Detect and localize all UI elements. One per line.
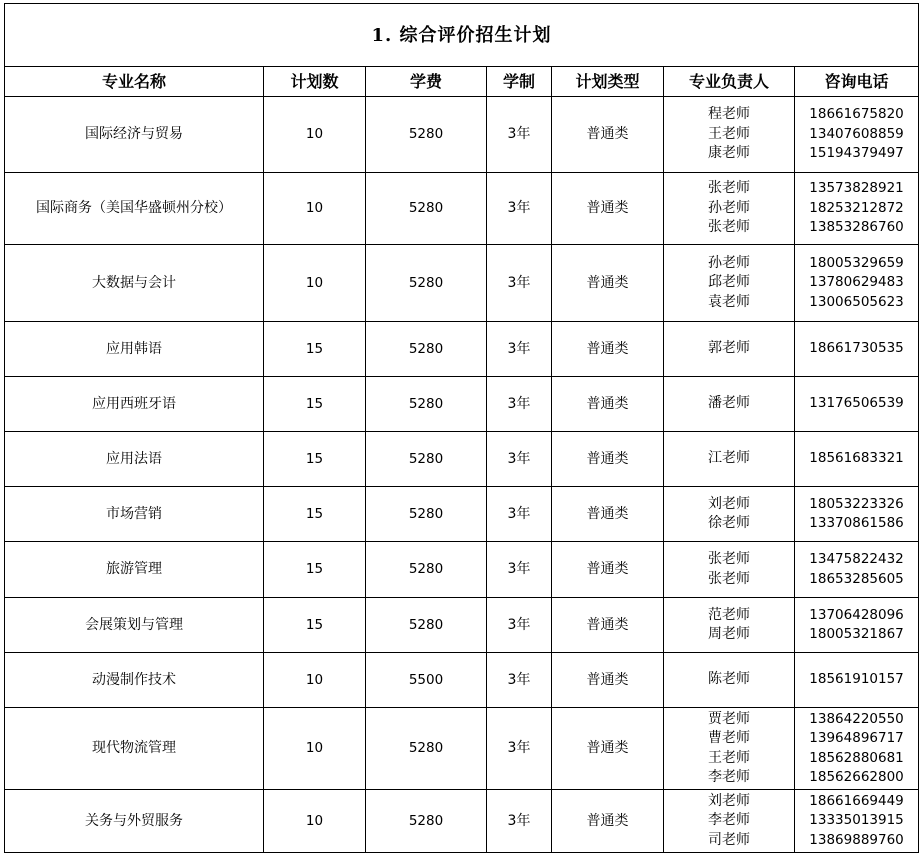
contact-person-cell [664,487,795,542]
plan-count-cell: 10 [264,97,366,173]
major-cell: 大数据与会计 [5,245,264,322]
tuition-cell: 5280 [366,322,487,377]
major-cell: 现代物流管理 [5,708,264,790]
plan-type-cell: 普通类 [552,322,664,377]
phone-number: 18661669449 [809,792,904,809]
phone-cell [795,598,919,653]
duration-cell: 3年 [487,173,552,245]
tuition-cell: 5280 [366,377,487,432]
plan-count-cell: 10 [264,790,366,853]
contact-name: 张老师 [708,219,750,236]
duration-cell: 3年 [487,598,552,653]
header-plan-count: 计划数 [264,67,366,97]
phone-number: 18005329659 [809,254,904,271]
contact-name: 康老师 [708,145,750,162]
major-cell: 关务与外贸服务 [5,790,264,853]
phone-cell [795,653,919,708]
contact-name: 司老师 [708,831,750,848]
contact-person-cell [664,432,795,487]
phone-number: 13176506539 [809,395,904,412]
duration-cell: 3年 [487,432,552,487]
plan-type-cell: 普通类 [552,173,664,245]
contact-name: 王老师 [708,749,750,766]
table-title: 1. 综合评价招生计划 [5,4,919,67]
phone-number: 18562662800 [809,769,904,785]
contact-name: 张老师 [708,551,750,567]
phone-cell [795,245,919,322]
duration-cell: 3年 [487,97,552,173]
header-contact-person: 专业负责人 [664,67,795,97]
duration-cell: 3年 [487,377,552,432]
contact-name: 潘老师 [708,395,750,412]
tuition-cell: 5500 [366,653,487,708]
major-cell: 动漫制作技术 [5,653,264,708]
table-row [5,487,919,542]
tuition-cell: 5280 [366,97,487,173]
phone-number: 18661675820 [809,106,904,123]
plan-count-cell: 10 [264,173,366,245]
phone-number: 13853286760 [809,219,904,236]
duration-cell: 3年 [487,708,552,790]
contact-person-cell [664,708,795,790]
table-row [5,432,919,487]
tuition-cell: 5280 [366,542,487,598]
contact-name: 范老师 [708,606,750,623]
plan-type-cell: 普通类 [552,245,664,322]
table-row [5,322,919,377]
plan-type-cell: 普通类 [552,432,664,487]
table-row [5,598,919,653]
contact-person-cell [664,173,795,245]
contact-name: 周老师 [708,626,750,642]
contact-person-cell [664,790,795,853]
plan-type-cell: 普通类 [552,598,664,653]
phone-number: 13706428096 [809,606,904,623]
header-plan-type: 计划类型 [552,67,664,97]
phone-number: 13006505623 [809,293,904,310]
contact-name: 江老师 [708,450,750,467]
phone-number: 13370861586 [809,515,904,531]
plan-type-cell: 普通类 [552,97,664,173]
phone-number: 13964896717 [809,730,904,746]
phone-number: 13780629483 [809,274,904,291]
contact-name: 李老师 [708,769,750,785]
contact-name: 孙老师 [708,199,750,216]
major-cell: 应用西班牙语 [5,377,264,432]
major-cell: 市场营销 [5,487,264,542]
table-row [5,790,919,853]
phone-number: 18653285605 [809,570,904,587]
contact-name: 张老师 [708,570,750,587]
phone-number: 18561910157 [809,671,904,688]
tuition-cell: 5280 [366,598,487,653]
table-row [5,97,919,173]
phone-cell [795,487,919,542]
contact-name: 王老师 [708,125,750,142]
contact-name: 徐老师 [708,515,750,531]
duration-cell: 3年 [487,487,552,542]
contact-name: 张老师 [708,180,750,197]
contact-person-cell [664,322,795,377]
phone-cell [795,432,919,487]
contact-name: 李老师 [708,812,750,829]
contact-name: 程老师 [708,106,750,123]
table-row [5,245,919,322]
table-row [5,542,919,598]
phone-number: 15194379497 [809,145,904,162]
contact-name: 陈老师 [708,671,750,688]
phone-number: 13335013915 [809,812,904,829]
contact-name: 曹老师 [708,730,750,746]
header-phone: 咨询电话 [795,67,919,97]
plan-count-cell: 10 [264,245,366,322]
phone-cell [795,97,919,173]
contact-name: 刘老师 [708,495,750,512]
major-cell: 国际经济与贸易 [5,97,264,173]
contact-person-cell [664,377,795,432]
phone-cell [795,708,919,790]
phone-number: 13407608859 [809,125,904,142]
major-cell: 国际商务（美国华盛顿州分校） [5,173,264,245]
plan-count-cell: 15 [264,598,366,653]
tuition-cell: 5280 [366,173,487,245]
phone-cell [795,542,919,598]
phone-number: 13573828921 [809,180,904,197]
contact-name: 邱老师 [708,274,750,291]
table-body [5,97,919,853]
plan-count-cell: 15 [264,487,366,542]
duration-cell: 3年 [487,542,552,598]
duration-cell: 3年 [487,653,552,708]
contact-name: 袁老师 [708,293,750,310]
contact-person-cell [664,542,795,598]
plan-type-cell: 普通类 [552,377,664,432]
contact-person-cell [664,598,795,653]
tuition-cell: 5280 [366,487,487,542]
tuition-cell: 5280 [366,432,487,487]
plan-count-cell: 15 [264,542,366,598]
header-tuition: 学费 [366,67,487,97]
plan-count-cell: 10 [264,708,366,790]
plan-type-cell: 普通类 [552,790,664,853]
phone-number: 18253212872 [809,199,904,216]
phone-number: 18005321867 [809,626,904,642]
table-row [5,708,919,790]
contact-person-cell [664,653,795,708]
phone-number: 13475822432 [809,551,904,567]
plan-count-cell: 15 [264,377,366,432]
contact-name: 贾老师 [708,710,750,727]
phone-number: 18561683321 [809,450,904,467]
major-cell: 应用法语 [5,432,264,487]
phone-cell [795,790,919,853]
table-row [5,173,919,245]
contact-person-cell [664,97,795,173]
plan-count-cell: 15 [264,322,366,377]
plan-type-cell: 普通类 [552,708,664,790]
table-row [5,377,919,432]
plan-count-cell: 10 [264,653,366,708]
major-cell: 会展策划与管理 [5,598,264,653]
major-cell: 应用韩语 [5,322,264,377]
duration-cell: 3年 [487,322,552,377]
plan-type-cell: 普通类 [552,487,664,542]
major-cell: 旅游管理 [5,542,264,598]
tuition-cell: 5280 [366,708,487,790]
duration-cell: 3年 [487,245,552,322]
tuition-cell: 5280 [366,790,487,853]
enrollment-plan-table [4,3,919,853]
phone-cell [795,173,919,245]
plan-count-cell: 15 [264,432,366,487]
phone-number: 13869889760 [809,831,904,848]
contact-person-cell [664,245,795,322]
contact-name: 刘老师 [708,792,750,809]
phone-cell [795,322,919,377]
header-major: 专业名称 [5,67,264,97]
plan-type-cell: 普通类 [552,542,664,598]
duration-cell: 3年 [487,790,552,853]
contact-name: 郭老师 [708,340,750,357]
phone-number: 13864220550 [809,710,904,727]
tuition-cell: 5280 [366,245,487,322]
phone-number: 18661730535 [809,340,904,357]
phone-cell [795,377,919,432]
table-row [5,653,919,708]
contact-name: 孙老师 [708,254,750,271]
plan-type-cell: 普通类 [552,653,664,708]
phone-number: 18562880681 [809,749,904,766]
phone-number: 18053223326 [809,495,904,512]
header-duration: 学制 [487,67,552,97]
